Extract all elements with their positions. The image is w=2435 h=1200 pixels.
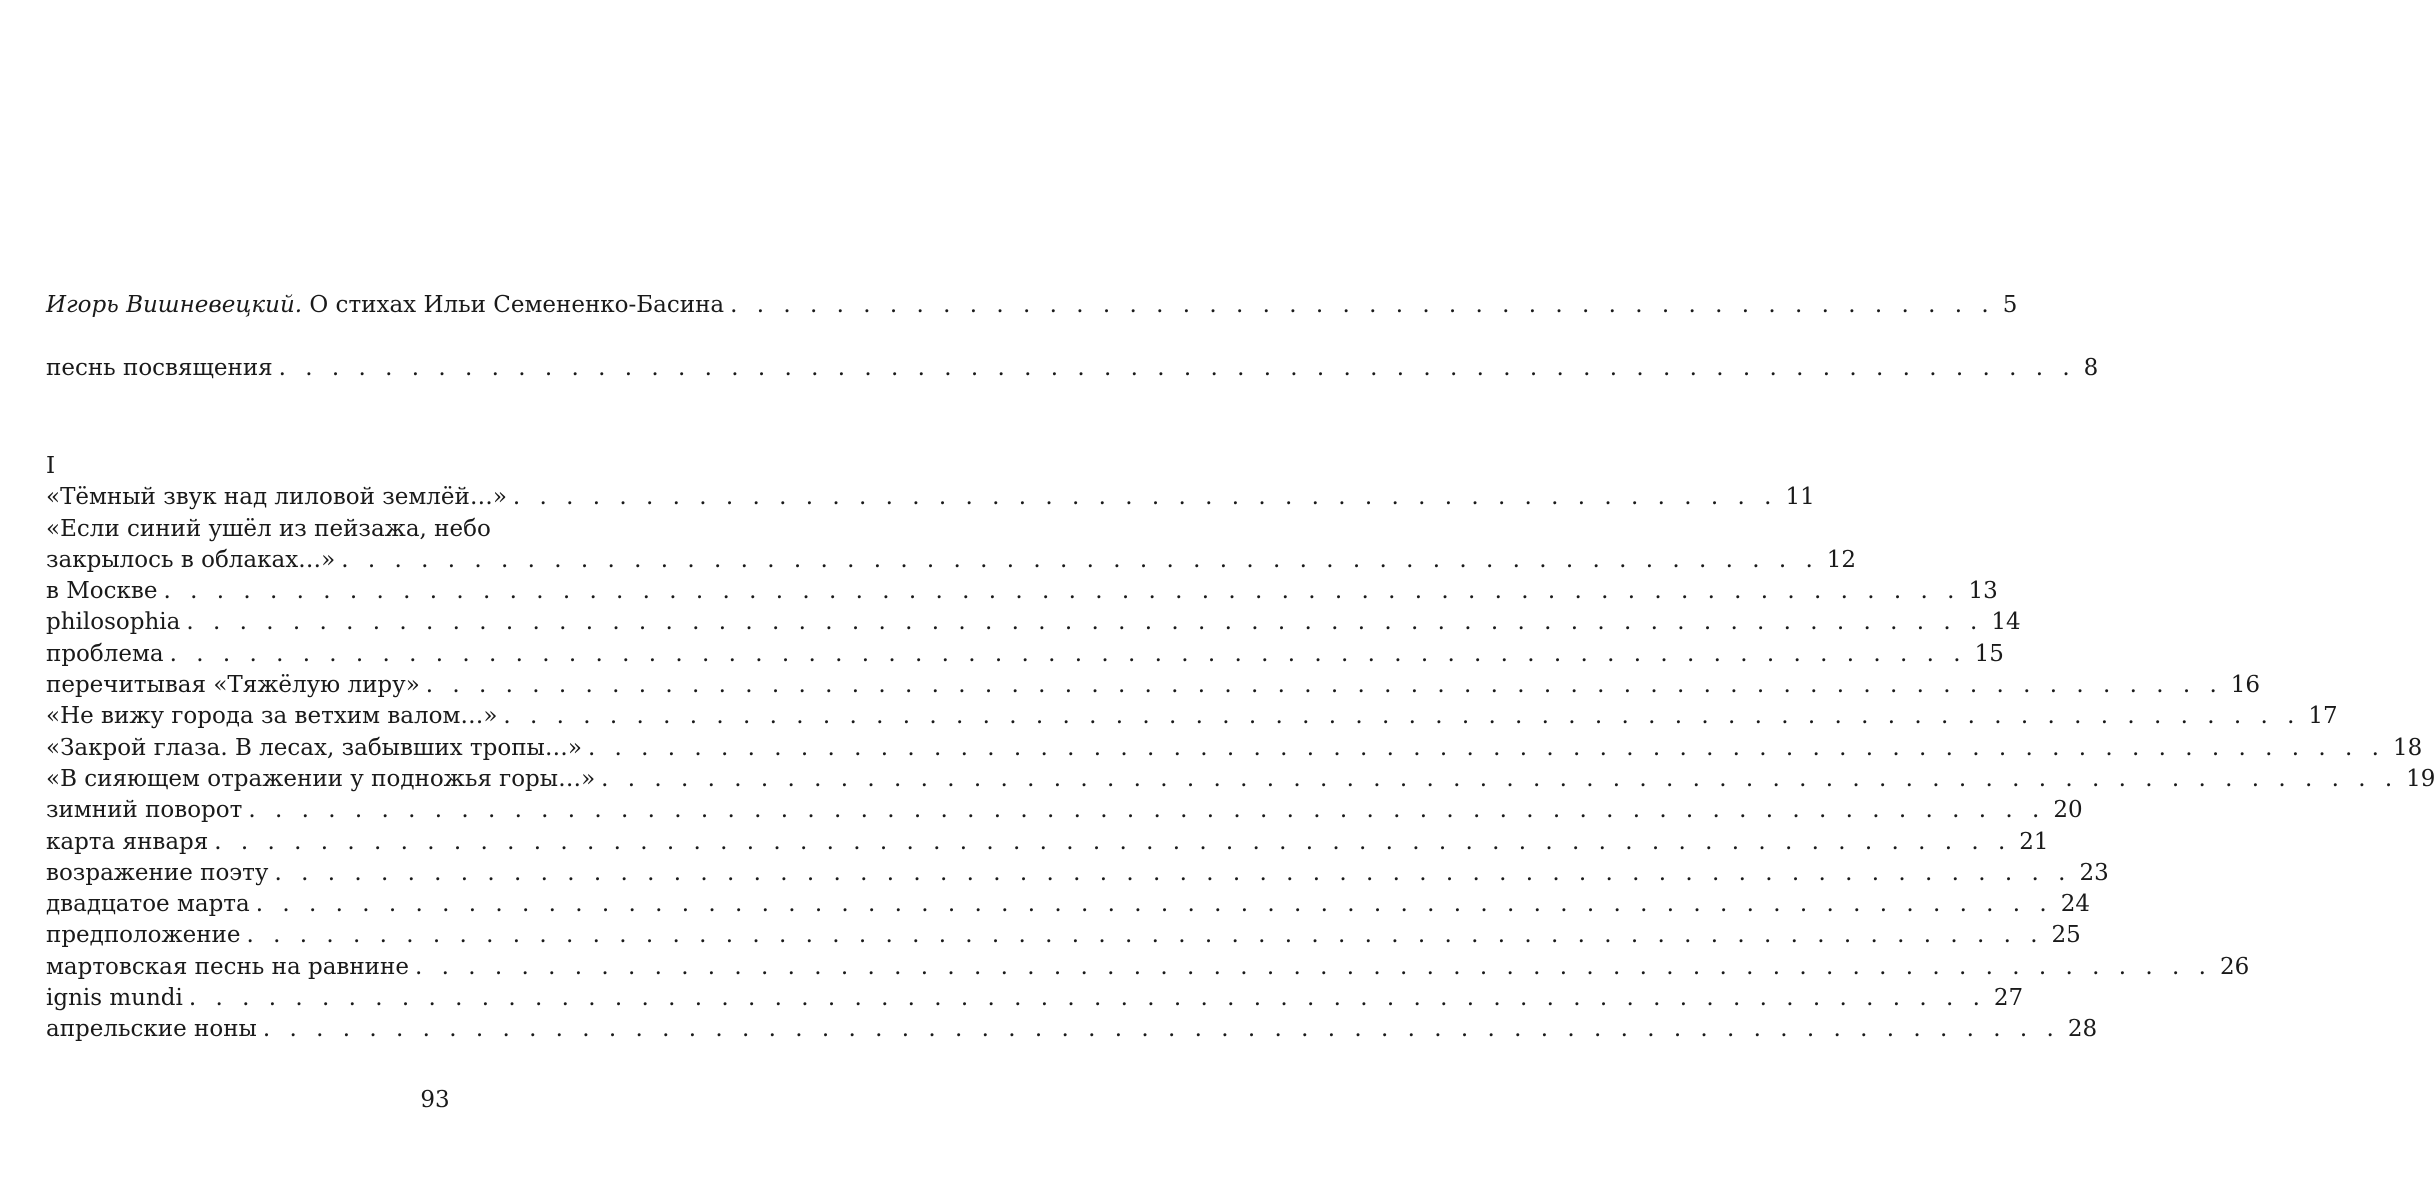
toc-entry-page: 27 [1993,985,2024,1012]
toc-entry-page: 17 [2308,703,2338,730]
toc-dot-leader: . . . . . . . . . . . . . . . . . . . . . . . . . . . . . . . . . . . . . . . . . . . . . . . . [512,484,1778,511]
toc-dot-leader: . . . . . . . . . . . . . . . . . . . . . . . . . . . . . . . . . . . . . . . . . . . . . . . . . . . . . . . . . . . . . . . . . . . . [601,765,2399,792]
toc-entry-page: 11 [1785,484,1815,511]
toc-entry-page: 15 [1974,640,2004,667]
toc-entry-title: возражение поэту [46,859,269,886]
toc-dot-leader: . . . . . . . . . . . . . . . . . . . . . . . . . . . . . . . . . . . . . . . . . . . . . . . . . . . . . . . . . . . . . . . . . . . . [169,640,1967,667]
toc-dot-leader: . . . . . . . . . . . . . . . . . . . . . . . . . . . . . . . . . . . . . . . . . . . . . . . . . . . . . . . . . . . . . . . . . . . . [163,578,1961,605]
toc-entry-title [46,290,724,321]
toc-entry-page: 12 [1826,546,1857,573]
toc-dot-leader: . . . . . . . . . . . . . . . . . . . . . . . . . . . . . . . . . . . . . . . . . . . . . . . . . . . . . . . . . . . . . . . . . . . . [274,859,2072,886]
toc-entry[interactable] [46,952,2250,983]
toc-entry-title: зимний поворот [46,797,243,824]
toc-entry[interactable] [46,889,2091,920]
toc-dot-leader: . . . . . . . . . . . . . . . . . . . . . . . . . . . . . . . . . . . . . . . . . . . . . . . . [730,292,1995,318]
toc-dot-leader: . . . . . . . . . . . . . . . . . . . . . . . . . . . . . . . . . . . . . . . . . . . . . . . . . . . . . . . . . . . . . . . . . . . . [503,703,2301,730]
toc-entry[interactable] [46,670,2261,701]
toc-intro [46,290,2018,321]
toc-entry-page: 21 [2019,828,2049,855]
toc-entry-page: 26 [2219,953,2250,980]
toc-entry-title: philosophia [46,609,181,636]
toc-entry-title: ignis mundi [46,985,183,1012]
toc-entry-two-line[interactable] [46,514,1857,577]
toc-entry[interactable] [46,607,2021,638]
toc-entry-page: 14 [1991,609,2021,636]
toc-entry[interactable] [46,482,1815,513]
toc-entry-title: перечитывая «Тяжёлую лиру» [46,672,420,699]
toc-dot-leader: . . . . . . . . . . . . . . . . . . . . . . . . . . . . . . . . . . . . . . . . . . . . . . . . . . . . . . . . . . . . . . . . . . . . [278,355,2076,381]
toc-entry-page: 18 [2392,734,2423,761]
toc-entry-page: 16 [2230,672,2261,699]
toc-dot-leader: . . . . . . . . . . . . . . . . . . . . . . . . . . . . . . . . . . . . . . . . . . . . . . . . . . . . . . . . . . . . . . . . . . . . [214,828,2012,855]
toc-entry-title: мартовская песнь на равнине [46,953,409,980]
toc-entry-page: 19 [2406,765,2435,792]
toc-entry-title: карта января [46,828,209,855]
toc-dot-leader: . . . . . . . . . . . . . . . . . . . . . . . . . . . . . . . . . . . . . . . . . . . . . . . . . . . . . . . . . . . . . . . . . . . . [262,1016,2060,1043]
toc-entry-continuation [46,545,1857,576]
toc-dot-leader: . . . . . . . . . . . . . . . . . . . . . . . . . . . . . . . . . . . . . . . . . . . . . . . . . . . . . . . . . . . . . . . . . . . . [186,609,1984,636]
toc-entry-title: «В сияющем отражении у подножья горы…» [46,765,596,792]
toc-entry-dedication[interactable] [46,353,2099,384]
toc-entry-page: 25 [2051,922,2081,949]
toc-entry-title: «Закрой глаза. В лесах, забывших тропы…» [46,734,582,761]
toc-entry[interactable] [46,858,2109,889]
toc-entry-title-text: О стихах Ильи Семененко-Басина [302,292,725,318]
toc-entry-page: 5 [2002,292,2018,318]
toc-entry[interactable] [46,701,2338,732]
toc-entry-title: «Тёмный звук над лиловой землёй…» [46,484,507,511]
toc-entry[interactable] [46,733,2423,764]
toc-dot-leader: . . . . . . . . . . . . . . . . . . . . . . . . . . . . . . . . . . . . . . . . . . . . . . . . . . . . . . . . . . . . . . . . . . . . [188,985,1986,1012]
toc-dot-leader: . . . . . . . . . . . . . . . . . . . . . . . . . . . . . . . . . . . . . . . . . . . . . . . . . . . . . . . . [341,546,1819,573]
toc-entry-title: предположение [46,922,241,949]
toc-entry-author: Игорь Вишневецкий. [46,292,303,318]
toc-entry-title: проблема [46,640,164,667]
page-number: 93 [420,1087,450,1113]
toc-section-1 [46,451,2435,1046]
toc-entry-title: апрельские ноны [46,1016,257,1043]
toc-entry-title: двадцатое марта [46,891,250,918]
toc-entry[interactable] [46,983,2024,1014]
toc-entry-title: песнь посвящения [46,355,273,381]
toc-entry[interactable] [46,1014,2098,1045]
toc-entry-foreword[interactable] [46,290,2018,321]
toc-dot-leader: . . . . . . . . . . . . . . . . . . . . . . . . . . . . . . . . . . . . . . . . . . . . . . . . . . . . . . . . . . . . . . . . . . . . [246,922,2044,949]
toc-dot-leader: . . . . . . . . . . . . . . . . . . . . . . . . . . . . . . . . . . . . . . . . . . . . . . . . . . . . . . . . . . . . . . . . . . . . [414,953,2212,980]
toc-entry-title-line1: «Если синий ушёл из пейзажа, небо [46,515,491,542]
toc-entry[interactable] [46,764,2435,795]
toc-entry-page: 23 [2079,859,2109,886]
toc-entry[interactable] [46,639,2004,670]
toc-dedication [46,353,2099,384]
toc-entry-page: 28 [2067,1016,2098,1043]
toc-entry[interactable] [46,920,2081,951]
toc-entry-title: «Не вижу города за ветхим валом…» [46,703,498,730]
section-label: I [46,453,56,479]
toc-dot-leader: . . . . . . . . . . . . . . . . . . . . . . . . . . . . . . . . . . . . . . . . . . . . . . . . . . . . . . . . . . . . . . . . . . . . [587,734,2385,761]
toc-entry-title: в Москве [46,578,158,605]
toc-dot-leader: . . . . . . . . . . . . . . . . . . . . . . . . . . . . . . . . . . . . . . . . . . . . . . . . . . . . . . . . . . . . . . . . . . . . [425,672,2223,699]
toc-dot-leader: . . . . . . . . . . . . . . . . . . . . . . . . . . . . . . . . . . . . . . . . . . . . . . . . . . . . . . . . . . . . . . . . . . . . [248,797,2046,824]
toc-entry-title-line2: закрылось в облаках…» [46,546,336,573]
toc-entry[interactable] [46,827,2049,858]
toc-dot-leader: . . . . . . . . . . . . . . . . . . . . . . . . . . . . . . . . . . . . . . . . . . . . . . . . . . . . . . . . . . . . . . . . . . . . [255,891,2053,918]
toc-entry-page: 24 [2060,891,2091,918]
toc-entry-page: 13 [1968,578,1998,605]
toc-entry[interactable] [46,576,1998,607]
toc-entry-page: 20 [2053,797,2083,824]
toc-entry[interactable] [46,795,2083,826]
toc-entry-page: 8 [2083,355,2099,381]
